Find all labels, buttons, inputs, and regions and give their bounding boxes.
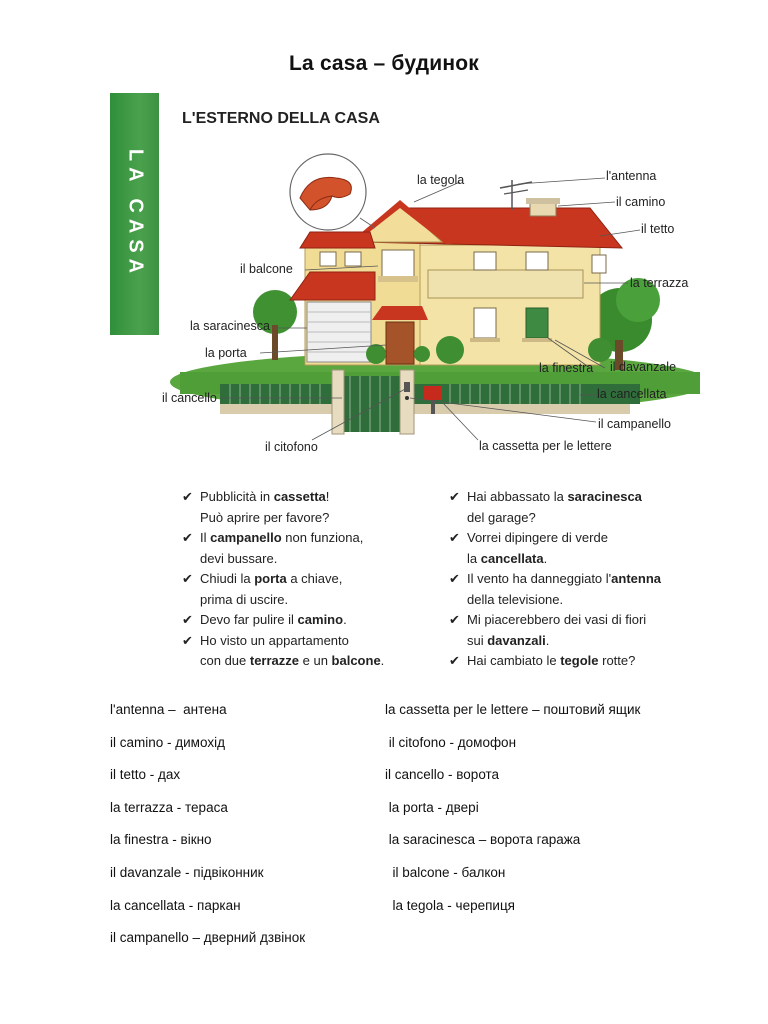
gate (342, 376, 400, 432)
example-sentence: ✔ Pubblicità in cassetta! Può aprire per favore? (182, 489, 330, 525)
terrace (428, 270, 583, 298)
label-campanello: il campanello (598, 417, 671, 431)
label-terrazza: la terrazza (630, 276, 689, 290)
gate-pillar-left (332, 370, 344, 434)
checkmark-icon: ✔ (182, 489, 193, 504)
example-sentence: ✔ Devo far pulire il camino. (182, 610, 384, 631)
vocab-item: la saracinesca – ворота гаража (385, 832, 581, 848)
label-porta: la porta (205, 346, 247, 360)
checkmark-icon: ✔ (449, 571, 460, 586)
label-finestra: la finestra (539, 361, 594, 375)
vocab-item: il davanzale - підвіконник (110, 864, 264, 880)
checkmark-icon: ✔ (449, 612, 460, 627)
section-heading: L'ESTERNO DELLA CASA (182, 110, 380, 127)
label-tetto: il tetto (641, 222, 675, 236)
checkmark-icon: ✔ (449, 653, 460, 668)
intercom (404, 382, 410, 392)
roof-left (300, 232, 375, 248)
example-sentence: ✔ Il vento ha danneggiato l'antenna della televisione. (449, 571, 661, 607)
window-upper-right-1 (474, 252, 496, 270)
checkmark-icon: ✔ (182, 571, 193, 586)
vocab-item: la terrazza - тераса (110, 799, 228, 815)
vocab-item: l'antenna – антена (110, 702, 227, 717)
vocab-item: il cancello - ворота (385, 767, 500, 783)
window-lower-2 (526, 308, 548, 338)
example-sentence: ✔ Hai abbassato la saracinesca del garage? (449, 489, 642, 525)
checkmark-icon: ✔ (182, 530, 193, 545)
vocab-item: il camino - димохід (110, 734, 225, 750)
front-door (386, 322, 414, 364)
vocab-item: il campanello – дверний дзвінок (110, 930, 306, 946)
label-camino: il camino (616, 195, 666, 209)
examples-right (449, 487, 661, 672)
bush (436, 336, 464, 364)
example-sentence: ✔ Chiudi la porta a chiave, prima di uscire. (182, 571, 343, 607)
side-tab (110, 93, 159, 335)
vocab-item: la tegola - черепиця (385, 897, 515, 913)
label-cancello: il cancello (162, 391, 217, 405)
label-saracinesca: la saracinesca (190, 319, 270, 333)
checkmark-icon: ✔ (449, 489, 460, 504)
vocab-item: la porta - двері (385, 799, 479, 815)
vocab-item: la cassetta per le lettere – поштовий ящик (385, 702, 641, 717)
example-sentence: ✔ Il campanello non funziona, devi bussare. (182, 530, 364, 566)
label-antenna: l'antenna (606, 169, 657, 183)
vocab-item: la finestra - вікно (110, 832, 212, 848)
checkmark-icon: ✔ (182, 632, 193, 648)
label-citofono: il citofono (265, 440, 318, 454)
vocab-list-right (385, 702, 640, 930)
vocab-item: il tetto - дах (110, 767, 181, 783)
doorbell (405, 396, 409, 400)
vocab-item: la cancellata - паркан (110, 897, 241, 913)
roof-garage (290, 272, 375, 300)
vocab-item: il balcone - балкон (385, 864, 506, 880)
chimney (530, 202, 556, 216)
gate-pillar-right (400, 370, 414, 434)
example-sentence: ✔ Mi piacerebbero dei vasi di fiori sui davanzali. (449, 612, 647, 648)
vocab-item: il citofono - домофон (385, 734, 517, 750)
label-balcone: il balcone (240, 262, 293, 276)
vocab-list-left (110, 702, 305, 963)
examples-left (182, 487, 384, 672)
example-sentence: ✔ Hai cambiato le tegole rotte? (449, 651, 661, 672)
label-tegola: la tegola (417, 173, 465, 187)
window-lower-1 (474, 308, 496, 338)
checkmark-icon: ✔ (182, 612, 193, 627)
mailbox (424, 386, 442, 400)
label-cassetta: la cassetta per le lettere (479, 439, 612, 453)
label-cancellata: la cancellata (597, 387, 667, 401)
window-upper-left (320, 252, 336, 266)
side-tab-label: LA CASA (124, 148, 146, 280)
example-sentence: ✔ Ho visto un appartamento con due terrazze e un balcone. (182, 632, 385, 668)
example-sentence: ✔ Vorrei dipingere di verde la cancellata. (449, 530, 608, 566)
label-davanzale: il davanzale (610, 360, 677, 374)
page-title: La casa – будинок (289, 52, 479, 75)
checkmark-icon: ✔ (449, 530, 460, 545)
balcony (382, 250, 414, 278)
